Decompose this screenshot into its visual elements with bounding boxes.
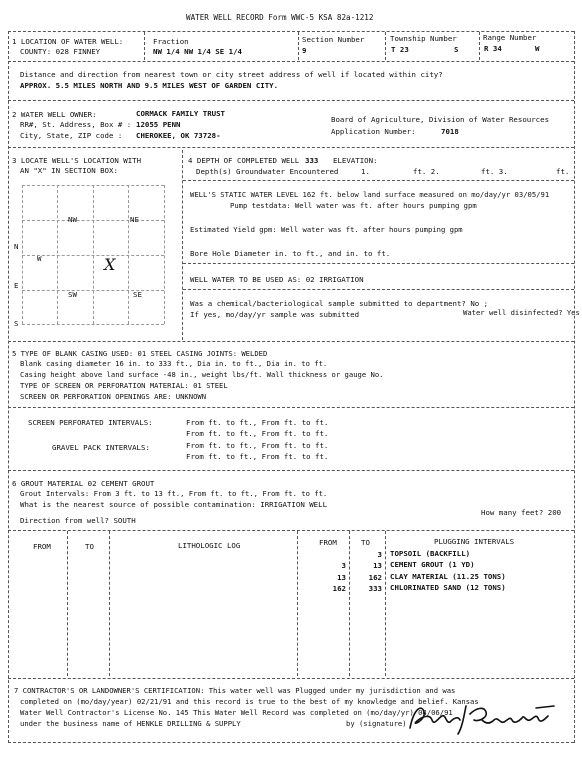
groundwater-4: ft.	[556, 167, 570, 176]
divider	[8, 31, 574, 32]
screen-material: TYPE OF SCREEN OR PERFORATION MATERIAL: 01 STEEL	[20, 381, 228, 390]
casing-diameter: Blank casing diameter 16 in. to 333 ft., Dia in. to ft., Dia in. to ft.	[20, 359, 328, 368]
township-value: T 23	[391, 45, 409, 54]
address-label: RR#, St. Address, Box # :	[20, 120, 132, 129]
plug-to: 162	[368, 573, 382, 582]
grout-material: 6 GROUT MATERIAL 02 CEMENT GROUT	[12, 479, 155, 488]
grid-east: E	[14, 281, 19, 290]
owner-label: 2 WATER WELL OWNER:	[12, 110, 97, 119]
water-use: WELL WATER TO BE USED AS: 02 IRRIGATION	[190, 275, 364, 284]
locate-label-2: AN "X" IN SECTION BOX:	[20, 166, 118, 175]
chemical-sample: Was a chemical/bacteriological sample submitted to department? No ;	[190, 299, 489, 308]
application-value: 7018	[441, 127, 459, 136]
grid-nw: NW	[68, 215, 77, 224]
bore-hole: Bore Hole Diameter in. to ft., and in. to ft.	[190, 249, 391, 258]
plug-description: TOPSOIL (BACKFILL)	[390, 549, 471, 558]
fraction-value: NW 1/4 NW 1/4 SE 1/4	[153, 47, 242, 56]
range-label: Range Number	[483, 33, 537, 42]
signature	[404, 698, 564, 738]
gravel-interval-row: From ft. to ft., From ft. to ft.	[186, 452, 329, 461]
casing-height: Casing height above land surface -48 in., weight lbs/ft. Wall thickness or gauge No.	[20, 370, 384, 379]
groundwater-2: ft. 2.	[413, 167, 440, 176]
lithologic-log-header: LITHOLOGIC LOG	[178, 541, 241, 550]
range-value: R 34	[484, 44, 502, 53]
grid-ne: NE	[130, 215, 139, 224]
distance-label: Distance and direction from nearest town or city street address of well if located within city?	[20, 70, 443, 79]
pump-test: Pump testdata: Well water was ft. after hours pumping gpm	[230, 201, 477, 210]
plug-from: 162	[332, 584, 346, 593]
section-label: Section Number	[302, 35, 365, 44]
log-from-header: FROM	[33, 542, 51, 551]
plugging-header: PLUGGING INTERVALS	[434, 537, 515, 546]
screen-interval-row: From ft. to ft., From ft. to ft.	[186, 429, 329, 438]
board-text: Board of Agriculture, Division of Water Resources	[331, 115, 550, 124]
plug-description: CLAY MATERIAL (11.25 TONS)	[390, 572, 506, 581]
grid-south: S	[14, 319, 19, 328]
range-direction: W	[535, 44, 540, 53]
distance-feet: How many feet? 200	[481, 508, 562, 517]
plug-from: 3	[341, 561, 346, 570]
plug-to: 3	[377, 550, 382, 559]
perforation-openings: SCREEN OR PERFORATION OPENINGS ARE: UNKNOWN	[20, 392, 207, 401]
signature-label: by (signature)	[346, 719, 407, 728]
sample-date: If yes, mo/day/yr sample was submitted	[190, 310, 360, 319]
certification: 7 CONTRACTOR'S OR LANDOWNER'S CERTIFICATION: This water well was Plugged under my jurisdiction and was	[14, 686, 456, 695]
locate-label: 3 LOCATE WELL'S LOCATION WITH	[12, 156, 142, 165]
county-value: COUNTY: 028 FINNEY	[20, 47, 101, 56]
grid-sw: SW	[68, 290, 77, 299]
location-label: 1 LOCATION OF WATER WELL:	[12, 37, 124, 46]
completed-on: completed on (mo/day/year) 02/21/91 and this record is true to the best of my knowledge and belief. Kansas	[20, 697, 479, 706]
disinfected: Water well disinfected? Yes	[463, 308, 580, 317]
section-value: 9	[302, 46, 307, 55]
distance-value: APPROX. 5.5 MILES NORTH AND 9.5 MILES WEST OF GARDEN CITY.	[20, 81, 279, 90]
screen-interval-row: From ft. to ft., From ft. to ft.	[186, 418, 329, 427]
static-water-level: WELL'S STATIC WATER LEVEL 162 ft. below land surface measured on mo/day/yr 03/05/91	[190, 190, 550, 199]
grid-se: SE	[133, 290, 142, 299]
license-number: Water Well Contractor's License No. 145 This Water Well Record was completed on (mo/day/yr) 04/06/91	[20, 708, 453, 717]
city-value: CHEROKEE, OK 73728-	[136, 131, 221, 140]
plug-to: 13	[373, 561, 382, 570]
business-name: under the business name of HENKLE DRILLING & SUPPLY	[20, 719, 241, 728]
gravel-interval-row: From ft. to ft., From ft. to ft.	[186, 441, 329, 450]
elevation-label: ELEVATION:	[333, 156, 378, 165]
contamination-source: What is the nearest source of possible contamination: IRRIGATION WELL	[20, 500, 328, 509]
depth-label: 4 DEPTH OF COMPLETED WELL	[188, 156, 300, 165]
depth-value: 333	[305, 156, 319, 165]
plug-description: CHLORINATED SAND (12 TONS)	[390, 583, 506, 592]
township-direction: S	[454, 45, 459, 54]
grid-north: N	[14, 242, 19, 251]
groundwater-1: 1.	[361, 167, 370, 176]
gravel-intervals-label: GRAVEL PACK INTERVALS:	[52, 443, 150, 452]
groundwater-label: Depth(s) Groundwater Encountered	[196, 167, 339, 176]
grout-intervals: Grout Intervals: From 3 ft. to 13 ft., From ft. to ft., From ft. to ft.	[20, 489, 328, 498]
well-location-mark: X	[104, 255, 116, 274]
owner-value: CORMACK FAMILY TRUST	[136, 109, 225, 118]
fraction-label: Fraction	[153, 37, 189, 46]
form-title: WATER WELL RECORD Form WWC-5 KSA 82a-1212	[186, 13, 374, 22]
groundwater-3: ft. 3.	[481, 167, 508, 176]
screen-intervals-label: SCREEN PERFORATED INTERVALS:	[28, 418, 153, 427]
plug-to: 333	[368, 584, 382, 593]
plug-to-header: TO	[361, 538, 370, 547]
city-label: City, State, ZIP code :	[20, 131, 123, 140]
plug-description: CEMENT GROUT (1 YD)	[390, 560, 475, 569]
grid-west: W	[37, 254, 42, 263]
address-value: 12055 PENN	[136, 120, 181, 129]
plug-from: 13	[337, 573, 346, 582]
estimated-yield: Estimated Yield gpm: Well water was ft. after hours pumping gpm	[190, 225, 463, 234]
direction-from-well: Direction from well? SOUTH	[20, 516, 136, 525]
plug-from-header: FROM	[319, 538, 337, 547]
township-label: Township Number	[390, 34, 457, 43]
application-label: Application Number:	[331, 127, 416, 136]
casing-type: 5 TYPE OF BLANK CASING USED: 01 STEEL CASING JOINTS: WELDED	[12, 349, 268, 358]
log-to-header: TO	[85, 542, 94, 551]
